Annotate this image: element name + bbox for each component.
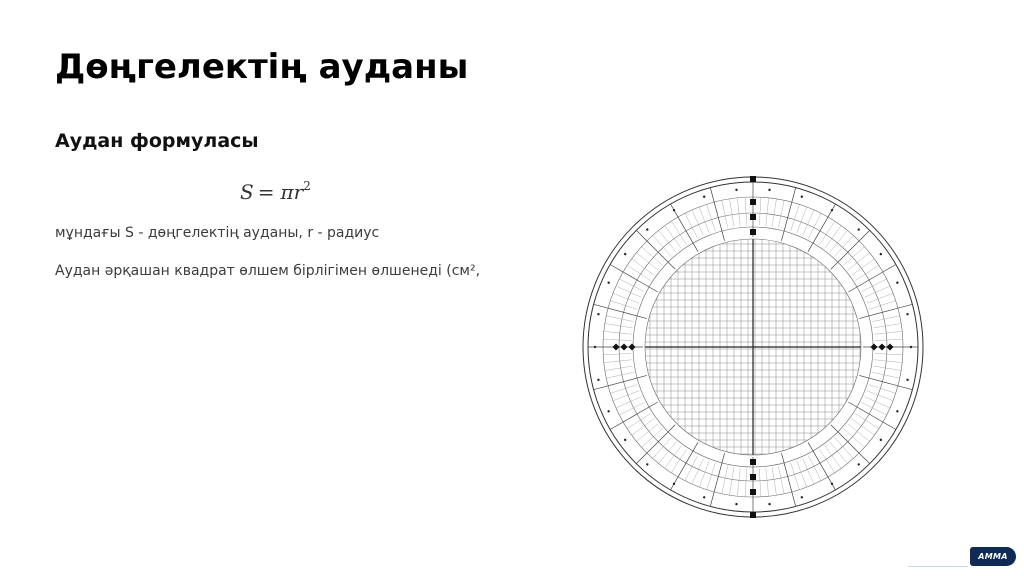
inner-grid xyxy=(643,237,863,457)
formula-equals: = xyxy=(257,180,275,204)
formula-explanation: мұндағы S - дөңгелектің ауданы, r - радиус xyxy=(55,225,380,241)
brand-area xyxy=(908,544,1016,570)
area-formula xyxy=(240,172,311,206)
section-heading: Аудан формуласы xyxy=(55,130,259,152)
page-title: Дөңгелектің ауданы xyxy=(55,47,469,87)
formula-pi-symbol: π xyxy=(280,180,294,204)
units-note: Аудан әрқашан квадрат өлшем бірлігімен өлшенеді (см², xyxy=(55,263,481,279)
circle-grid-diagram-icon xyxy=(580,174,926,520)
formula-exponent: 2 xyxy=(303,179,311,193)
formula-radius-symbol: r xyxy=(293,180,304,204)
brand-divider xyxy=(908,566,968,567)
formula-area-symbol: S xyxy=(240,180,254,204)
brand-badge[interactable]: AMMA xyxy=(970,547,1016,566)
